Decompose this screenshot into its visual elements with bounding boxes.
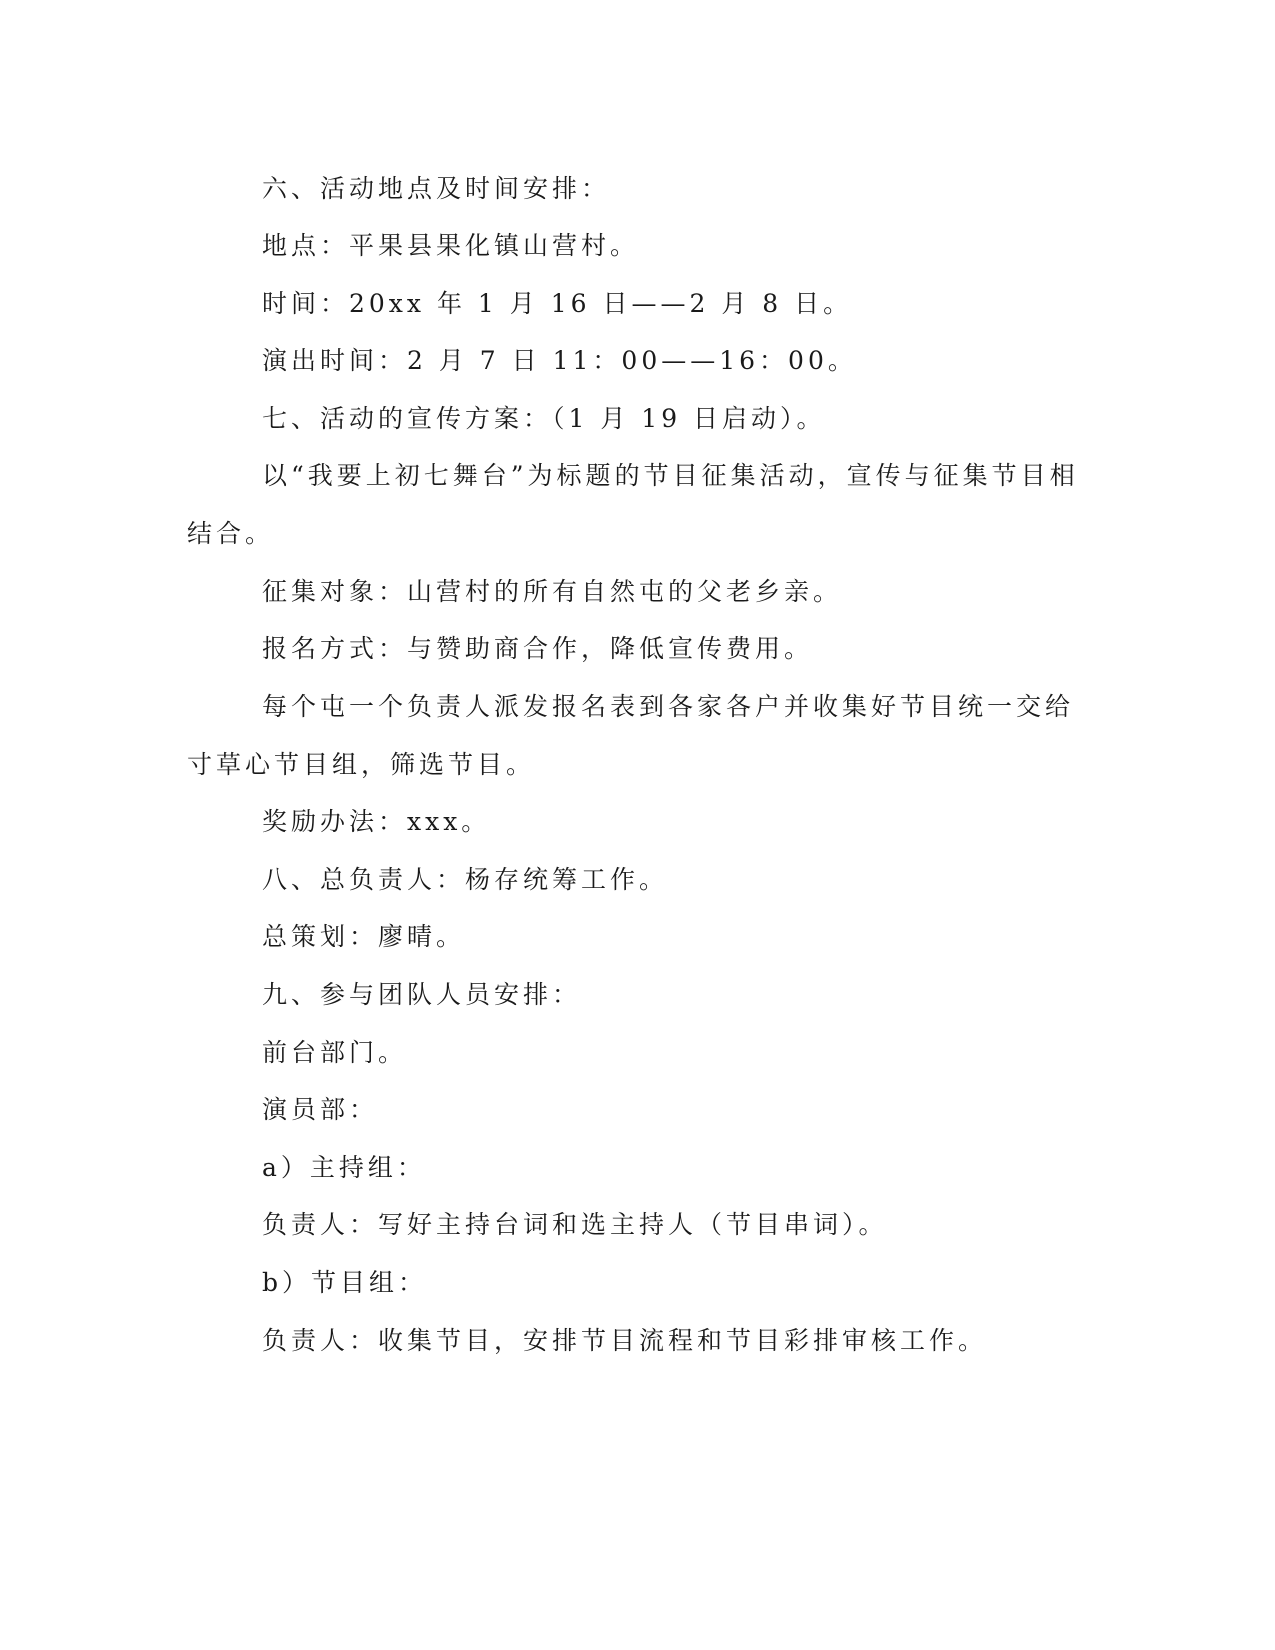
section-heading-publicity: 七、活动的宣传方案：（1 月 19 日启动）。	[262, 404, 826, 433]
program-group-heading: b）节目组：	[262, 1268, 428, 1297]
target-audience-line: 征集对象：山营村的所有自然屯的父老乡亲。	[262, 577, 843, 606]
registration-method-line: 报名方式：与赞助商合作，降低宣传费用。	[262, 634, 814, 663]
publicity-paragraph-line-1: 以“我要上初七舞台”为标题的节目征集活动，宣传与征集节目相	[262, 461, 1079, 490]
host-group-heading: a）主持组：	[262, 1153, 426, 1182]
collection-paragraph-line-2: 寸草心节目组，筛选节目。	[187, 750, 536, 779]
publicity-paragraph-line-2: 结合。	[187, 519, 275, 548]
front-desk-line: 前台部门。	[262, 1038, 408, 1067]
section-heading-chief: 八、总负责人：杨存统筹工作。	[262, 865, 669, 894]
program-group-duty-line: 负责人：收集节目，安排节目流程和节目彩排审核工作。	[262, 1326, 988, 1355]
time-line: 时间：20xx 年 1 月 16 日——2 月 8 日。	[262, 289, 853, 318]
section-heading-venue-time: 六、活动地点及时间安排：	[262, 174, 611, 203]
section-heading-team: 九、参与团队人员安排：	[262, 980, 582, 1009]
venue-line: 地点：平果县果化镇山营村。	[262, 231, 640, 260]
host-group-duty-line: 负责人：写好主持台词和选主持人（节目串词）。	[262, 1210, 888, 1239]
reward-line: 奖励办法：xxx。	[262, 807, 491, 836]
collection-paragraph-line-1: 每个屯一个负责人派发报名表到各家各户并收集好节目统一交给	[262, 692, 1075, 721]
performance-time-line: 演出时间：2 月 7 日 11：00——16：00。	[262, 346, 857, 375]
actors-dept-line: 演员部：	[262, 1095, 379, 1124]
chief-planner-line: 总策划：廖晴。	[262, 922, 466, 951]
